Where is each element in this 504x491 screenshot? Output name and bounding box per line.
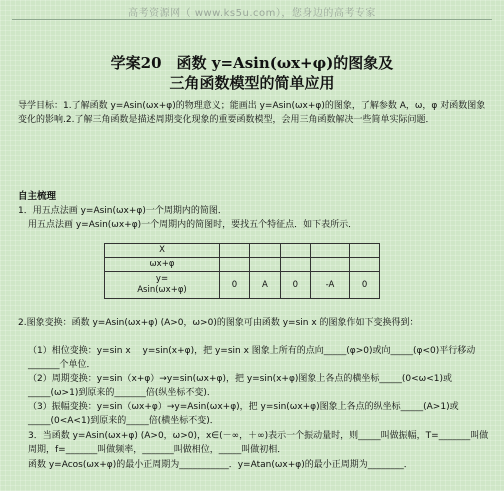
table-row	[105, 258, 380, 272]
table-cell	[220, 258, 250, 272]
table-cell	[350, 244, 380, 258]
item-2-period-change: （2）周期变换：y=sin（x+φ）→y=sin(ωx+φ)，把 y=sin(x+φ)图象上各点的横坐标_____(0<ω<1)或_____(ω>1)到原来的_______倍(纵坐标不变)．	[28, 374, 452, 398]
item-2-amplitude-change: （3）振幅变换：y=sin（ωx+φ）→y=Asin(ωx+φ)，把 y=sin(ωx+φ)图象上各点的纵坐标_____(A>1)或_____(0<A<1)到原来的_____倍(横坐标不变)．	[28, 402, 459, 426]
section-heading: 自主梳理	[18, 191, 57, 202]
table-header-y-label: y=	[155, 274, 169, 284]
page-subtitle: 三角函数模型的简单应用	[169, 74, 335, 92]
table-header-y-expr: Asin(ωx+φ)	[137, 285, 187, 295]
table-cell	[280, 244, 310, 258]
table-cell: -A	[310, 272, 349, 299]
table-row	[105, 244, 380, 258]
table-cell: A	[249, 272, 280, 299]
five-point-table	[104, 243, 380, 299]
table-cell: 0	[280, 272, 310, 299]
table-header-y	[105, 272, 220, 299]
watermark-text: 高考资源网（ www.ks5u.com），您身边的高考专家	[128, 8, 376, 19]
item-4-text: 函数 y=Acos(ωx+φ)的最小正周期为___________．y=Atan(ωx+φ)的最小正周期为________．	[28, 460, 413, 470]
table-cell	[310, 244, 349, 258]
page-title: 学案20 函数 y=Asin(ωx+φ)的图象及	[110, 54, 394, 72]
table-cell	[350, 258, 380, 272]
table-row	[105, 272, 380, 299]
table-cell	[310, 258, 349, 272]
item-1-line-2: 用五点法画 y=Asin(ωx+φ)一个周期内的简图时，要找五个特征点．如下表所示．	[28, 220, 358, 230]
table-cell: 0	[220, 272, 250, 299]
table-cell	[220, 244, 250, 258]
table-header-x: X	[105, 244, 220, 258]
table-header-phase: ωx+φ	[105, 258, 220, 272]
item-3-text: 3．当函数 y=Asin(ωx+φ) (A>0，ω>0)，x∈(－∞，＋∞)表示一个振动量时，则_____叫做振幅，T=_______叫做周期，f=_______叫做频率，_______叫做相位，_____叫做初相．	[28, 431, 489, 455]
item-1-line-1: 1．用五点法画 y=Asin(ωx+φ)一个周期内的简图．	[18, 206, 227, 216]
table-cell: 0	[350, 272, 380, 299]
table-cell	[280, 258, 310, 272]
learning-objective: 导学目标：1.了解函数 y=Asin(ωx+φ)的物理意义；能画出 y=Asin(ωx+φ)的图象，了解参数 A，ω，φ 对函数图象变化的影响.2.了解三角函数是描述周期变化现象的重要函数模型，会用三角函数解决一些简单实际问题．	[18, 101, 486, 125]
table-cell	[249, 258, 280, 272]
item-2-intro: 2.图象变换：函数 y=Asin(ωx+φ) (A>0，ω>0)的图象可由函数 y=sin x 的图象作如下变换得到：	[18, 318, 419, 328]
header-divider	[12, 19, 492, 20]
table-cell	[249, 244, 280, 258]
item-2-phase-shift: （1）相位变换：y=sin x y=sin(x+φ)，把 y=sin x 图象上所有的点向_____(φ>0)或向_____(φ<0)平行移动_______个单位．	[28, 346, 476, 370]
